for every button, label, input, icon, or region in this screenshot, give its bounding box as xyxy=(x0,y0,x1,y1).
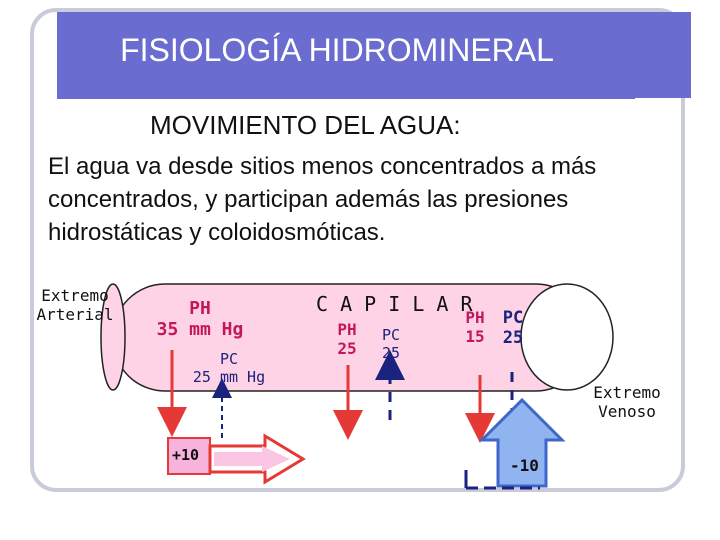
slide-title: FISIOLOGÍA HIDROMINERAL xyxy=(120,32,554,68)
venous-ph-label: PH 15 xyxy=(465,308,485,346)
mid-ph-label: PH 25 xyxy=(337,320,357,358)
mid-pc-label: PC 25 xyxy=(381,326,401,362)
arterial-end-label: Extremo Arterial xyxy=(36,286,114,324)
venous-end-label: Extremo Venoso xyxy=(593,383,661,421)
capillary-label: C A P I L A R xyxy=(316,292,473,316)
net-arterial-value: +10 xyxy=(172,446,200,464)
arterial-pc-label: PC 25 mm Hg xyxy=(192,350,266,386)
slide-subtitle: MOVIMIENTO DEL AGUA: xyxy=(150,110,461,140)
arterial-ph-label: PH 35 mm Hg xyxy=(156,298,244,340)
slide-paragraph: El agua va desde sitios menos concentrados a más concentrados, y participan además las presiones hidrostáticas y coloidosmóticas. xyxy=(48,153,597,246)
net-venous-value: -10 xyxy=(510,456,539,475)
venous-end-ellipse xyxy=(521,284,613,390)
venous-pc-label: PC 25 xyxy=(502,308,524,348)
